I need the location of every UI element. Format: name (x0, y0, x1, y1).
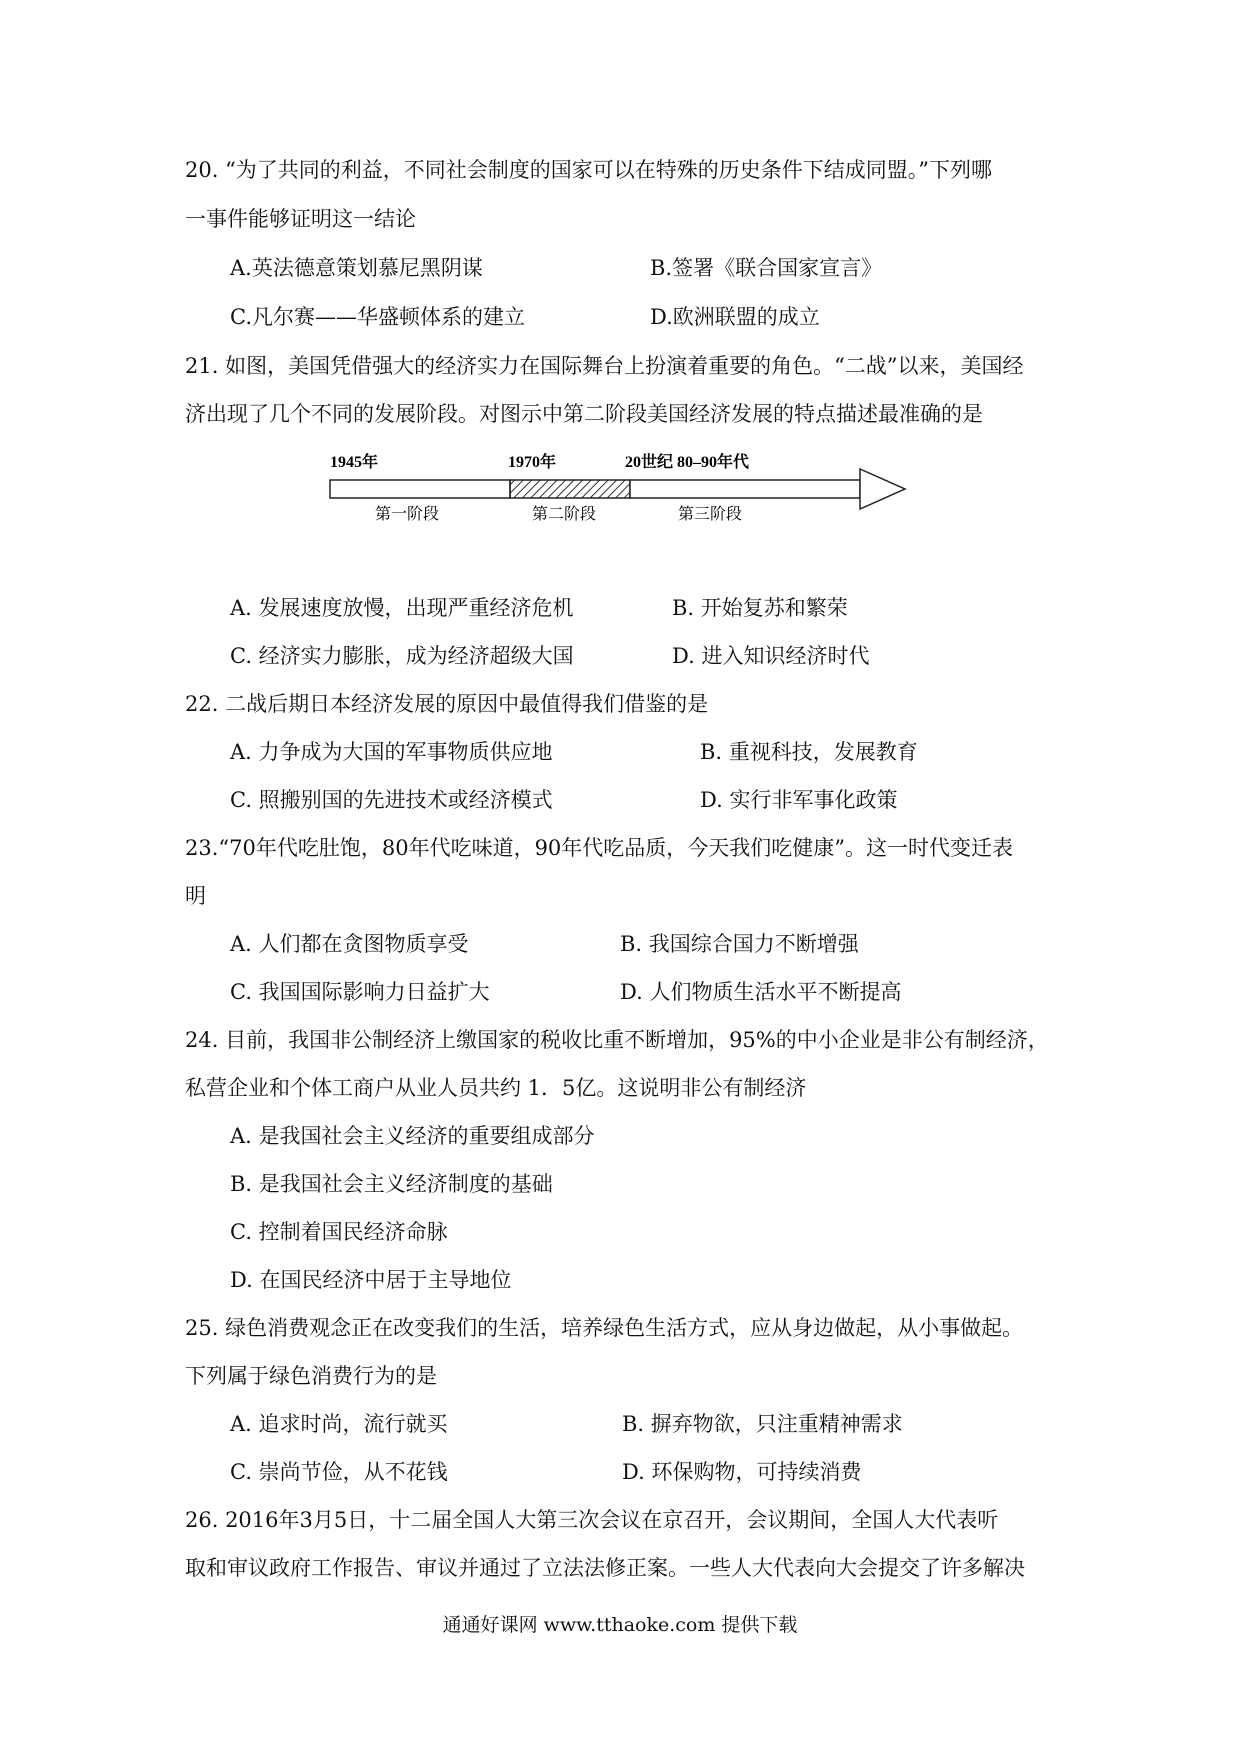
q23-stem-line2: 明 (185, 884, 206, 908)
timeline-arrowhead (860, 469, 905, 509)
q25-option-a: A. 追求时尚，流行就买 (230, 1412, 448, 1436)
q26-stem-line2: 取和审议政府工作报告、审议并通过了立法法修正案。一些人大代表向大会提交了许多解决 (185, 1556, 1025, 1580)
timeline-stage1-bar (330, 480, 510, 498)
timeline-stage3-label: 第三阶段 (678, 504, 743, 523)
q21-stem-line2: 济出现了几个不同的发展阶段。对图示中第二阶段美国经济发展的特点描述最准确的是 (185, 402, 983, 426)
q25-option-d: D. 环保购物，可持续消费 (622, 1460, 862, 1484)
q21-option-a: A. 发展速度放慢，出现严重经济危机 (230, 596, 574, 620)
q24-option-c: C. 控制着国民经济命脉 (230, 1220, 448, 1244)
q25-option-b: B. 摒弃物欲，只注重精神需求 (622, 1412, 903, 1436)
q23-stem-line1: 23.“70年代吃肚饱，80年代吃味道，90年代吃品质，今天我们吃健康”。这一时代变迁表 (185, 836, 1014, 860)
q20-option-b: B.签署《联合国家宣言》 (650, 256, 883, 280)
timeline-stage1-label: 第一阶段 (375, 504, 440, 523)
timeline-year-80-90s: 20世纪 80–90年代 (625, 454, 750, 471)
q23-option-d: D. 人们物质生活水平不断提高 (620, 980, 902, 1004)
q24-stem-line1: 24. 目前，我国非公制经济上缴国家的税收比重不断增加，95%的中小企业是非公有制经济， (185, 1028, 1049, 1052)
q25-stem-line1: 25. 绿色消费观念正在改变我们的生活，培养绿色生活方式，应从身边做起，从小事做起。 (185, 1316, 1024, 1340)
q20-stem-line2: 一事件能够证明这一结论 (185, 207, 416, 231)
us-economy-timeline-diagram (320, 445, 920, 535)
page-footer: 通通好课网 www.tthaoke.com 提供下载 (442, 1614, 798, 1636)
timeline-stage2-bar (510, 480, 630, 498)
q24-stem-line2: 私营企业和个体工商户从业人员共约 1．5亿。这说明非公有制经济 (185, 1076, 807, 1100)
q24-option-a: A. 是我国社会主义经济的重要组成部分 (230, 1124, 595, 1148)
q22-option-a: A. 力争成为大国的军事物质供应地 (230, 740, 553, 764)
q21-option-c: C. 经济实力膨胀，成为经济超级大国 (230, 644, 574, 668)
q23-option-b: B. 我国综合国力不断增强 (620, 932, 859, 956)
q20-stem-line1: 20. “为了共同的利益，不同社会制度的国家可以在特殊的历史条件下结成同盟。”下列哪 (185, 158, 993, 182)
q26-stem-line1: 26. 2016年3月5日，十二届全国人大第三次会议在京召开，会议期间，全国人大代表听 (185, 1508, 999, 1532)
timeline-stage2-label: 第二阶段 (532, 504, 597, 523)
q22-option-d: D. 实行非军事化政策 (700, 788, 898, 812)
q23-option-a: A. 人们都在贪图物质享受 (230, 932, 469, 956)
q20-option-d: D.欧洲联盟的成立 (650, 305, 820, 329)
q23-option-c: C. 我国国际影响力日益扩大 (230, 980, 490, 1004)
q25-stem-line2: 下列属于绿色消费行为的是 (185, 1364, 437, 1388)
q21-stem-line1: 21. 如图，美国凭借强大的经济实力在国际舞台上扮演着重要的角色。“二战”以来，美国经 (185, 354, 1024, 378)
q21-option-d: D. 进入知识经济时代 (672, 644, 870, 668)
q20-option-a: A.英法德意策划慕尼黑阴谋 (230, 256, 483, 280)
q22-option-b: B. 重视科技，发展教育 (700, 740, 918, 764)
q25-option-c: C. 崇尚节俭，从不花钱 (230, 1460, 448, 1484)
timeline-year-1970: 1970年 (508, 454, 557, 471)
q22-option-c: C. 照搬别国的先进技术或经济模式 (230, 788, 553, 812)
q22-stem-line1: 22. 二战后期日本经济发展的原因中最值得我们借鉴的是 (185, 692, 709, 716)
q21-option-b: B. 开始复苏和繁荣 (672, 596, 848, 620)
q24-option-d: D. 在国民经济中居于主导地位 (230, 1268, 512, 1292)
q24-option-b: B. 是我国社会主义经济制度的基础 (230, 1172, 553, 1196)
q20-option-c: C.凡尔赛——华盛顿体系的建立 (230, 305, 525, 329)
timeline-stage3-bar (630, 480, 860, 498)
timeline-year-1945: 1945年 (330, 454, 379, 471)
